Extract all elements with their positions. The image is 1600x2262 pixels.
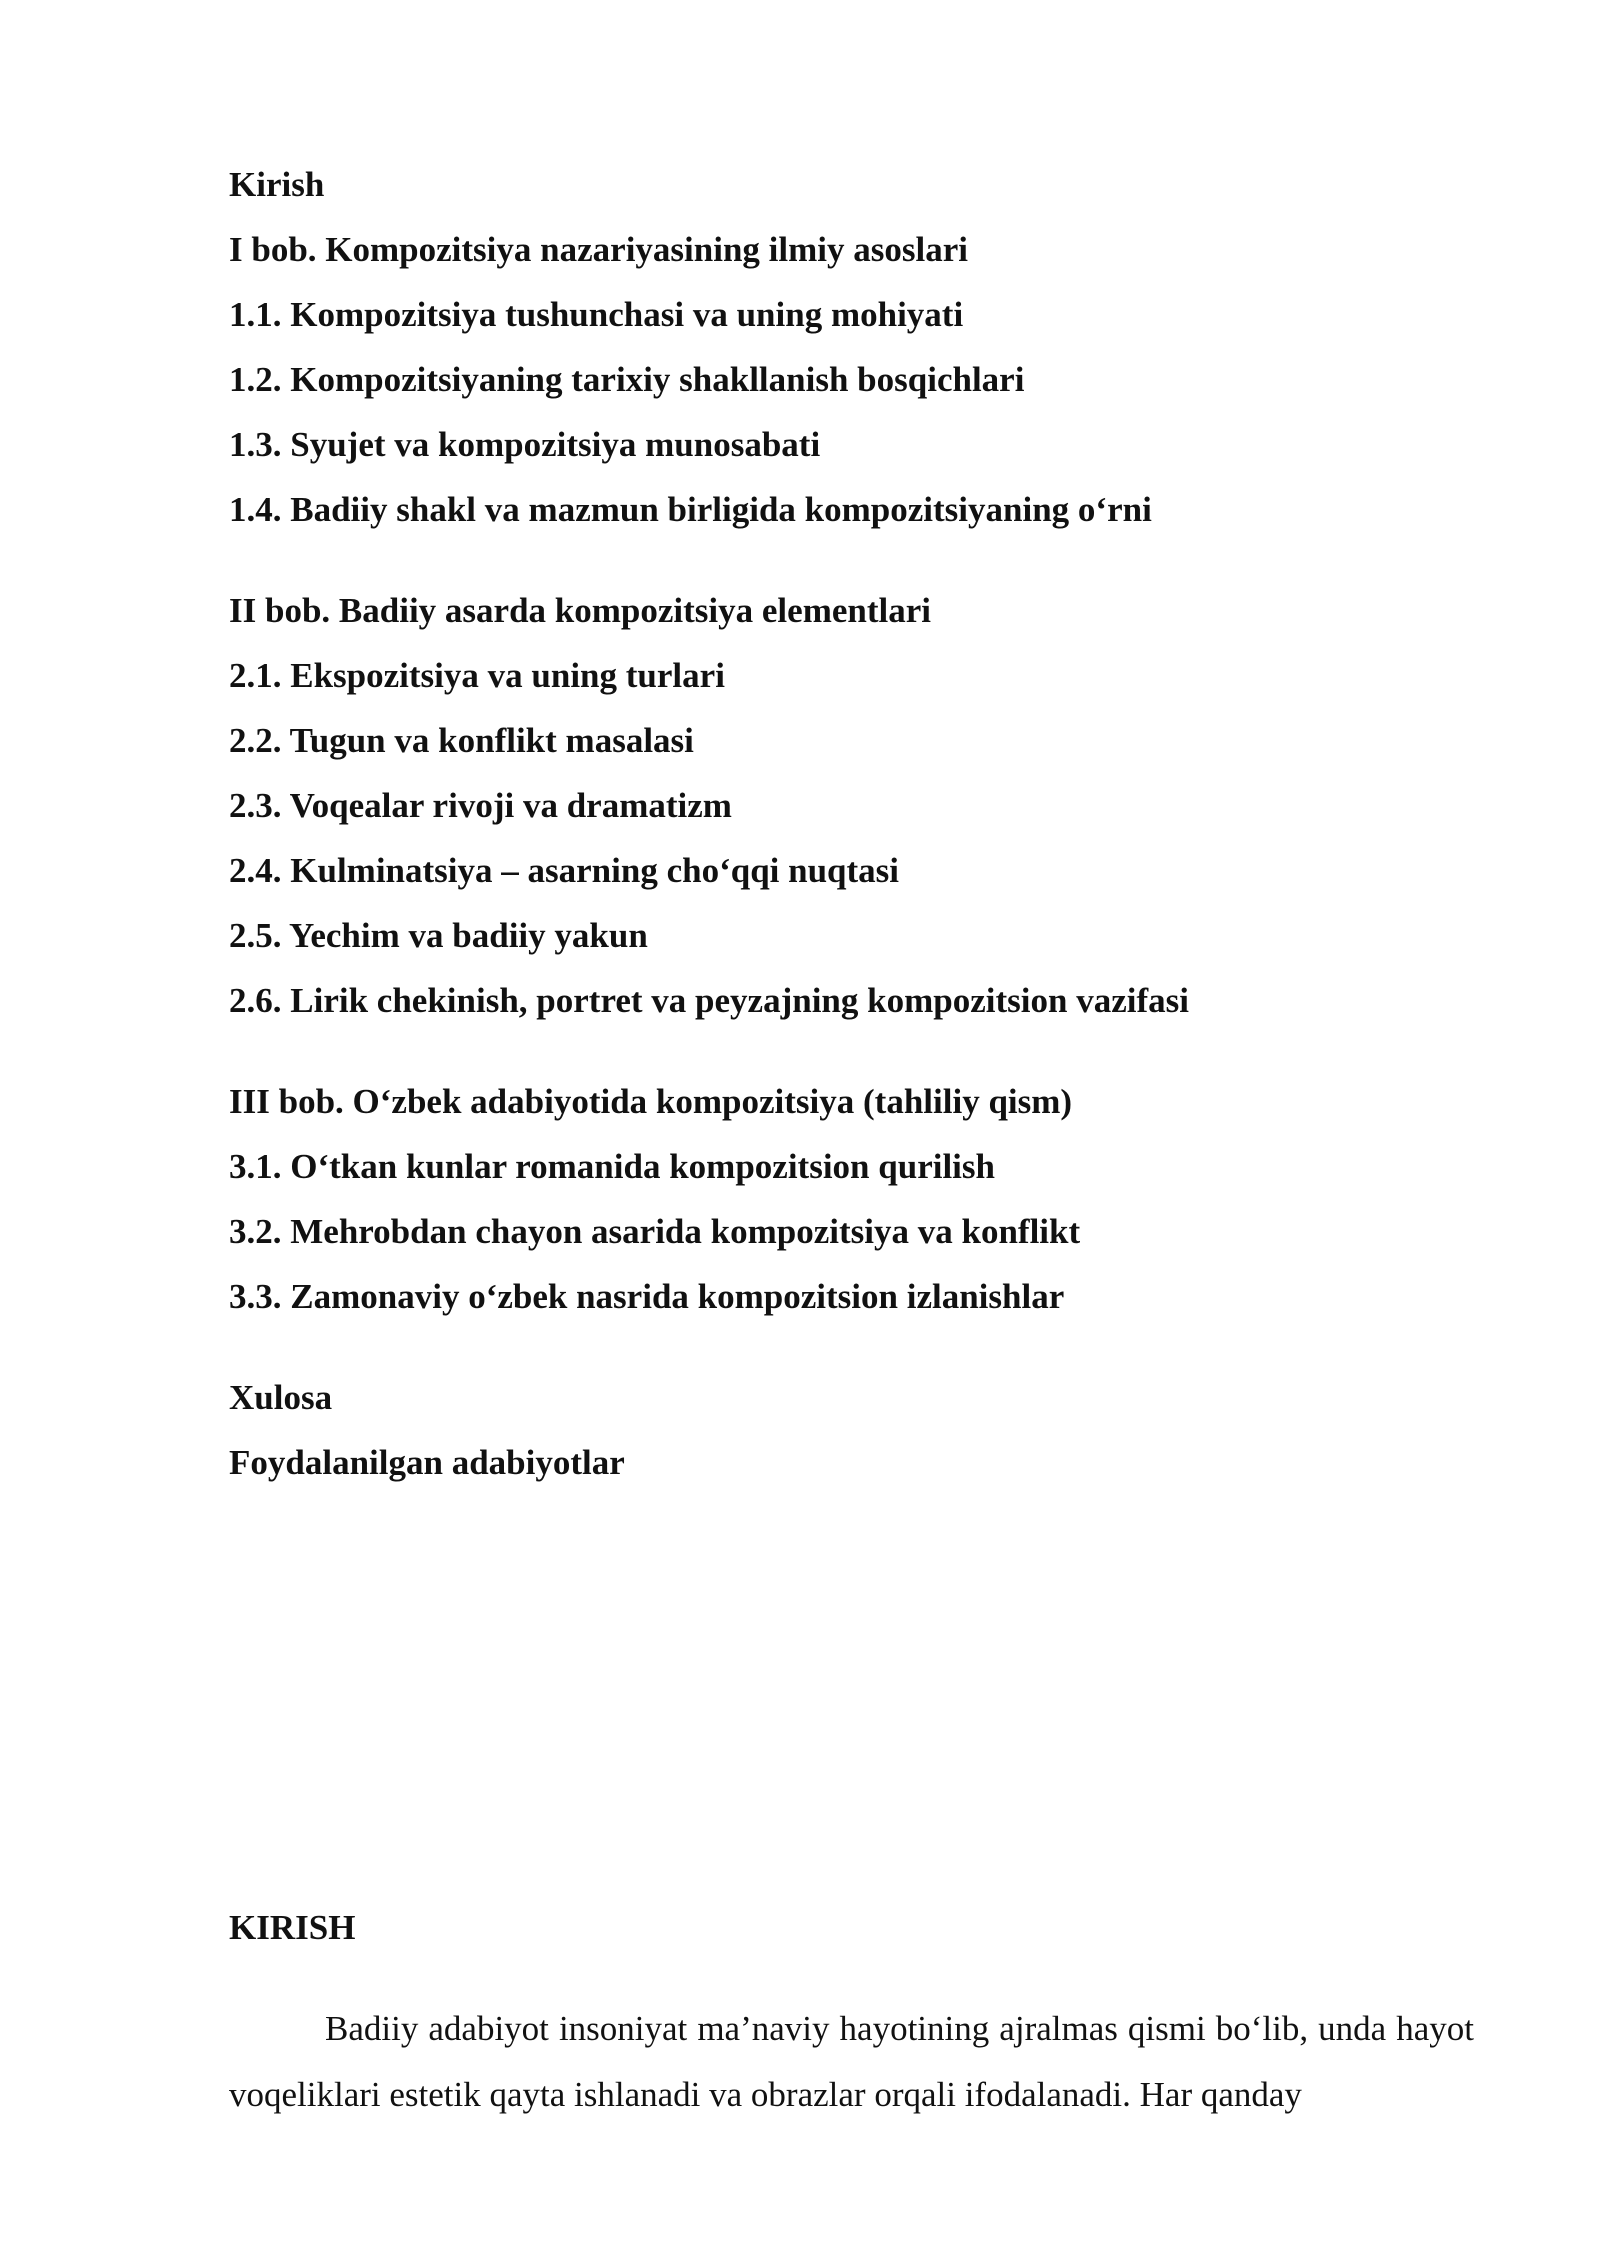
toc-item-1-4: 1.4. Badiiy shakl va mazmun birligida kompozitsiyaning o‘rni: [229, 490, 1152, 529]
toc-group-intro-chapter-1: [229, 152, 1479, 542]
intro-heading: KIRISH: [229, 1908, 356, 1947]
toc-item-3-1: 3.1. O‘tkan kunlar romanida kompozitsion qurilish: [229, 1147, 995, 1186]
toc-group-chapter-3: [229, 1069, 1479, 1329]
toc-item-1-3: 1.3. Syujet va kompozitsiya munosabati: [229, 425, 821, 464]
table-of-contents: [229, 152, 1479, 1495]
toc-item-3-3: 3.3. Zamonaviy o‘zbek nasrida kompozitsion izlanishlar: [229, 1277, 1065, 1316]
toc-group-conclusion: [229, 1365, 1479, 1495]
toc-item-kirish: Kirish: [229, 165, 325, 204]
toc-item-2-5: 2.5. Yechim va badiiy yakun: [229, 916, 648, 955]
toc-chapter-3: III bob. O‘zbek adabiyotida kompozitsiya (tahliliy qism): [229, 1082, 1073, 1121]
toc-item-3-2: 3.2. Mehrobdan chayon asarida kompozitsiya va konflikt: [229, 1212, 1081, 1251]
toc-group-chapter-2: [229, 578, 1479, 1033]
toc-item-references: Foydalanilgan adabiyotlar: [229, 1443, 625, 1482]
toc-item-1-1: 1.1. Kompozitsiya tushunchasi va uning mohiyati: [229, 295, 964, 334]
toc-item-1-2: 1.2. Kompozitsiyaning tarixiy shakllanish bosqichlari: [229, 360, 1025, 399]
intro-paragraph: Badiiy adabiyot insoniyat ma’naviy hayotining ajralmas qismi bo‘lib, unda hayot voqeliklari estetik qayta ishlanadi va obrazlar orqali ifodalanadi. Har qanday: [229, 2009, 1474, 2114]
toc-item-xulosa: Xulosa: [229, 1378, 333, 1417]
toc-item-2-3: 2.3. Voqealar rivoji va dramatizm: [229, 786, 732, 825]
toc-item-2-6: 2.6. Lirik chekinish, portret va peyzajning kompozitsion vazifasi: [229, 981, 1189, 1020]
toc-item-2-2: 2.2. Tugun va konflikt masalasi: [229, 721, 694, 760]
toc-item-2-1: 2.1. Ekspozitsiya va uning turlari: [229, 656, 725, 695]
toc-item-2-4: 2.4. Kulminatsiya – asarning cho‘qqi nuqtasi: [229, 851, 900, 890]
toc-chapter-1: I bob. Kompozitsiya nazariyasining ilmiy asoslari: [229, 230, 968, 269]
toc-chapter-2: II bob. Badiiy asarda kompozitsiya elementlari: [229, 591, 931, 630]
